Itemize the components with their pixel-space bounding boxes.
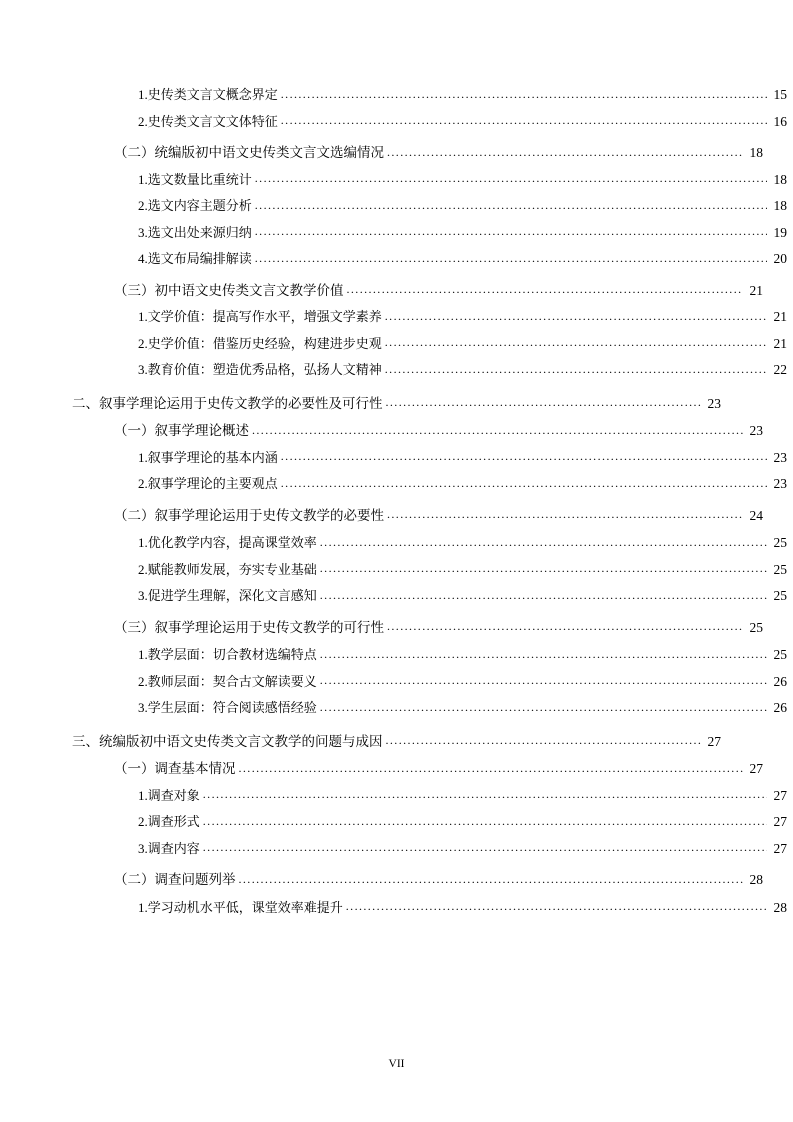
toc-entry-label: 3.教育价值：塑造优秀品格，弘扬人文精神 bbox=[138, 362, 382, 377]
toc-entry-label: 2.叙事学理论的主要观点 bbox=[138, 476, 278, 491]
toc-entry[interactable] bbox=[114, 621, 763, 635]
toc-leader-dots bbox=[385, 338, 767, 350]
toc-entry-label: （三）叙事学理论运用于史传文教学的可行性 bbox=[114, 619, 384, 635]
toc-entry-page-number: 21 bbox=[773, 335, 787, 351]
toc-leader-dots bbox=[387, 622, 743, 634]
toc-leader-dots bbox=[387, 147, 743, 159]
toc-entry[interactable] bbox=[138, 789, 787, 803]
toc-leader-dots bbox=[239, 874, 744, 886]
toc-entry-label: 1.史传类文言文概念界定 bbox=[138, 87, 278, 102]
toc-entry[interactable] bbox=[72, 397, 721, 411]
toc-spacer bbox=[72, 550, 721, 563]
toc-entry[interactable] bbox=[138, 199, 787, 213]
toc-leader-dots bbox=[281, 116, 767, 128]
toc-leader-dots bbox=[203, 843, 767, 855]
toc-entry[interactable] bbox=[138, 451, 787, 465]
toc-entry-label: 二、叙事学理论运用于史传文教学的必要性及可行性 bbox=[72, 395, 383, 411]
toc-entry-page-number: 15 bbox=[773, 87, 787, 102]
toc-entry[interactable] bbox=[138, 310, 787, 324]
toc-entry-page-number: 21 bbox=[749, 282, 763, 298]
toc-entry-label: 2.史传类文言文文体特征 bbox=[138, 113, 278, 129]
toc-spacer bbox=[72, 266, 721, 284]
toc-entry-page-number: 16 bbox=[773, 113, 787, 129]
toc-entry-page-number: 18 bbox=[773, 171, 787, 187]
toc-spacer bbox=[72, 748, 721, 762]
toc-leader-dots bbox=[255, 200, 767, 212]
toc-entry-label: （一）调查基本情况 bbox=[114, 761, 236, 776]
toc-leader-dots bbox=[387, 510, 743, 522]
toc-entry[interactable] bbox=[114, 146, 763, 160]
toc-spacer bbox=[72, 662, 721, 675]
toc-entry[interactable] bbox=[138, 901, 787, 915]
toc-leader-dots bbox=[255, 253, 767, 265]
toc-entry-label: 1.优化教学内容，提高课堂效率 bbox=[138, 535, 317, 550]
toc-spacer bbox=[72, 491, 721, 509]
toc-entry-page-number: 23 bbox=[707, 395, 721, 411]
toc-leader-dots bbox=[281, 452, 767, 464]
toc-entry-label: 2.选文内容主题分析 bbox=[138, 198, 252, 213]
toc-entry-label: 3.学生层面：符合阅读感悟经验 bbox=[138, 700, 317, 715]
toc-entry-page-number: 27 bbox=[707, 733, 721, 749]
toc-spacer bbox=[72, 887, 721, 901]
toc-entry-label: 三、统编版初中语文史传类文言文教学的问题与成因 bbox=[72, 733, 383, 749]
toc-entry-page-number: 25 bbox=[773, 588, 787, 603]
toc-entry[interactable] bbox=[138, 815, 787, 829]
toc-entry[interactable] bbox=[138, 563, 787, 577]
toc-leader-dots bbox=[252, 425, 743, 437]
toc-entry-label: 1.教学层面：切合教材选编特点 bbox=[138, 647, 317, 662]
toc-entry-page-number: 26 bbox=[773, 700, 787, 715]
toc-spacer bbox=[72, 213, 721, 226]
toc-entry-page-number: 25 bbox=[773, 647, 787, 662]
toc-entry-page-number: 20 bbox=[773, 251, 787, 266]
toc-entry-page-number: 28 bbox=[749, 872, 763, 887]
toc-entry-label: 2.教师层面：契合古文解读要义 bbox=[138, 673, 317, 689]
toc-entry-label: （二）叙事学理论运用于史传文教学的必要性 bbox=[114, 507, 384, 523]
toc-spacer bbox=[72, 160, 721, 173]
toc-entry[interactable] bbox=[138, 589, 787, 603]
toc-entry-page-number: 27 bbox=[773, 840, 787, 856]
toc-entry-page-number: 23 bbox=[773, 449, 787, 465]
toc-entry-label: 2.赋能教师发展，夯实专业基础 bbox=[138, 561, 317, 577]
toc-entry-page-number: 21 bbox=[773, 309, 787, 324]
toc-leader-dots bbox=[320, 564, 767, 576]
toc-entry[interactable] bbox=[138, 536, 787, 550]
toc-entry[interactable] bbox=[138, 252, 787, 266]
toc-entry[interactable] bbox=[114, 284, 763, 298]
page-number: VII bbox=[388, 1058, 405, 1070]
toc-spacer bbox=[72, 522, 721, 536]
toc-entry[interactable] bbox=[138, 226, 787, 240]
toc-entry-label: （一）叙事学理论概述 bbox=[114, 423, 249, 438]
toc-leader-dots bbox=[203, 816, 767, 828]
toc-leader-dots bbox=[320, 702, 767, 714]
toc-entry-page-number: 28 bbox=[773, 899, 787, 915]
toc-leader-dots bbox=[281, 478, 767, 490]
toc-entry-page-number: 18 bbox=[749, 145, 763, 160]
toc-entry[interactable] bbox=[138, 173, 787, 187]
toc-entry-page-number: 25 bbox=[773, 561, 787, 577]
toc-spacer bbox=[72, 634, 721, 648]
toc-leader-dots bbox=[255, 174, 767, 186]
toc-entry-page-number: 19 bbox=[773, 224, 787, 240]
toc-entry-page-number: 25 bbox=[773, 535, 787, 550]
toc-entry[interactable] bbox=[138, 675, 787, 689]
toc-entry-label: 1.选文数量比重统计 bbox=[138, 171, 252, 187]
toc-entry[interactable] bbox=[114, 762, 763, 776]
toc-spacer bbox=[72, 855, 721, 873]
toc-entry-label: 3.促进学生理解，深化文言感知 bbox=[138, 588, 317, 603]
toc-entry[interactable] bbox=[138, 701, 787, 715]
toc-leader-dots bbox=[385, 311, 767, 323]
toc-entry-page-number: 27 bbox=[773, 787, 787, 803]
toc-entry-label: 1.调查对象 bbox=[138, 787, 200, 803]
toc-leader-dots bbox=[386, 398, 702, 410]
toc-leader-dots bbox=[255, 227, 767, 239]
toc-spacer bbox=[72, 715, 721, 735]
toc-entry[interactable] bbox=[138, 842, 787, 856]
toc-entry[interactable] bbox=[138, 477, 787, 491]
toc-entry[interactable] bbox=[114, 873, 763, 887]
toc-spacer bbox=[72, 603, 721, 621]
toc-entry-page-number: 18 bbox=[773, 198, 787, 213]
toc-entry-label: 2.史学价值：借鉴历史经验，构建进步史观 bbox=[138, 335, 382, 351]
toc-entry-page-number: 23 bbox=[749, 423, 763, 438]
toc-entry-label: （二）统编版初中语文史传类文言文选编情况 bbox=[114, 145, 384, 160]
toc-entry-label: 4.选文布局编排解读 bbox=[138, 251, 252, 266]
toc-entry[interactable] bbox=[138, 115, 787, 129]
toc-entry-label: 1.文学价值：提高写作水平，增强文学素养 bbox=[138, 309, 382, 324]
toc-leader-dots bbox=[239, 763, 744, 775]
toc-entry[interactable] bbox=[138, 337, 787, 351]
toc-entry-label: （二）调查问题列举 bbox=[114, 872, 236, 887]
toc-leader-dots bbox=[346, 902, 767, 914]
toc-entry-label: 1.学习动机水平低，课堂效率难提升 bbox=[138, 899, 343, 915]
toc-entry-page-number: 26 bbox=[773, 673, 787, 689]
toc-spacer bbox=[72, 377, 721, 397]
toc-spacer bbox=[72, 776, 721, 789]
toc-spacer bbox=[72, 102, 721, 115]
toc-entry-page-number: 25 bbox=[749, 619, 763, 635]
toc-spacer bbox=[72, 829, 721, 842]
toc-leader-dots bbox=[385, 364, 767, 376]
toc-leader-dots bbox=[320, 676, 767, 688]
toc-entry-page-number: 22 bbox=[773, 362, 787, 377]
toc-leader-dots bbox=[320, 537, 767, 549]
toc-entry[interactable] bbox=[114, 424, 763, 438]
toc-spacer bbox=[72, 324, 721, 337]
toc-entry-page-number: 23 bbox=[773, 476, 787, 491]
toc-spacer bbox=[72, 438, 721, 451]
toc-entry-page-number: 24 bbox=[749, 507, 763, 523]
toc-leader-dots bbox=[320, 649, 767, 661]
toc-entry-page-number: 27 bbox=[749, 761, 763, 776]
toc-leader-dots bbox=[347, 285, 744, 297]
table-of-contents bbox=[72, 87, 787, 915]
toc-entry-label: 3.选文出处来源归纳 bbox=[138, 224, 252, 240]
toc-entry[interactable] bbox=[138, 88, 787, 102]
toc-entry[interactable] bbox=[114, 509, 763, 523]
toc-leader-dots bbox=[281, 89, 767, 101]
toc-leader-dots bbox=[386, 736, 702, 748]
toc-spacer bbox=[72, 410, 721, 424]
toc-entry-label: 3.调查内容 bbox=[138, 840, 200, 856]
toc-leader-dots bbox=[320, 590, 767, 602]
toc-entry-label: （三）初中语文史传类文言文教学价值 bbox=[114, 282, 344, 298]
toc-entry[interactable] bbox=[138, 648, 787, 662]
toc-spacer bbox=[72, 128, 721, 146]
toc-entry-label: 2.调查形式 bbox=[138, 814, 200, 829]
toc-leader-dots bbox=[203, 790, 767, 802]
toc-entry[interactable] bbox=[72, 735, 721, 749]
toc-entry-label: 1.叙事学理论的基本内涵 bbox=[138, 449, 278, 465]
toc-entry[interactable] bbox=[138, 363, 787, 377]
toc-entry-page-number: 27 bbox=[773, 814, 787, 829]
